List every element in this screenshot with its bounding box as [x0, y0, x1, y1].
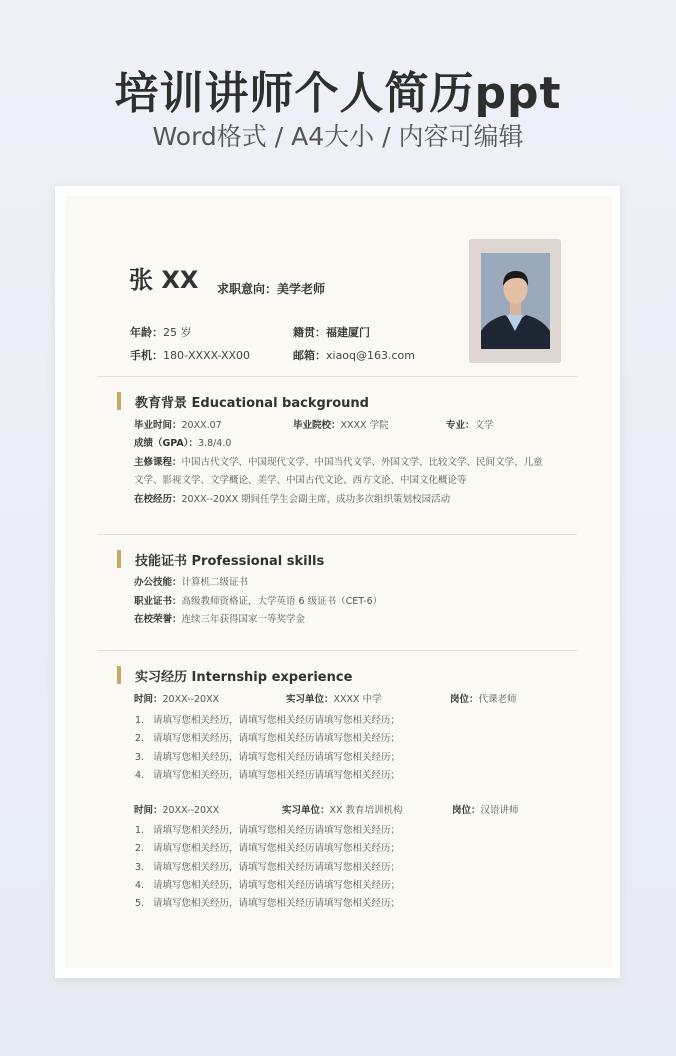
profile-photo [481, 253, 550, 349]
list-number: 4. [135, 880, 145, 891]
job-time-label: 时间： [134, 805, 163, 816]
job-unit-value: XXXX 中学 [333, 694, 382, 705]
job-post-label: 岗位： [450, 694, 479, 705]
education-title: 教育背景 Educational background [135, 396, 369, 411]
skill-cert-value: 高级教师资格证，大学英语 6 级证书（CET-6） [181, 596, 383, 607]
edu-gpa-label: 成绩（GPA）： [134, 438, 198, 449]
edu-courses-line1: 中国古代文学、中国现代文学、中国当代文学、外国文学、比较文学、民间文学、儿童 [181, 457, 543, 468]
edu-gpa-value: 3.8/4.0 [198, 438, 232, 449]
edu-major-label: 专业： [446, 420, 475, 431]
list-number: 2. [135, 843, 145, 854]
phone-field [130, 347, 250, 363]
list-item [135, 749, 400, 763]
job-time-value: 20XX--20XX [162, 694, 220, 705]
edu-school-value: XXXX 学院 [340, 420, 389, 431]
edu-time-value: 20XX.07 [181, 420, 222, 431]
job1-time [134, 693, 219, 707]
edu-gpa [134, 437, 231, 451]
job-post-value: 代课老师 [478, 694, 517, 705]
skill-honor [134, 613, 305, 627]
skill-office [134, 576, 248, 590]
job-intent-value: 美学老师 [277, 282, 326, 296]
edu-courses-label: 主修课程： [134, 457, 182, 468]
section-accent-bar [117, 392, 121, 410]
list-text: 请填写您相关经历，请填写您相关经历请填写您相关经历； [153, 770, 401, 781]
skill-office-value: 计算机二级证书 [181, 577, 249, 588]
skills-title: 技能证书 Professional skills [135, 554, 325, 569]
origin-value: 福建厦门 [326, 326, 370, 339]
job-time-label: 时间： [134, 694, 163, 705]
job-intent [217, 280, 325, 297]
age-label: 年龄： [130, 326, 163, 339]
edu-time-label: 毕业时间： [134, 420, 182, 431]
edu-campus-value: 20XX--20XX 期间任学生会副主席，成功多次组织策划校园活动 [181, 494, 451, 505]
internship-title: 实习经历 Internship experience [135, 670, 353, 685]
email-value: xiaoq@163.com [326, 349, 416, 362]
list-text: 请填写您相关经历，请填写您相关经历请填写您相关经历； [153, 862, 401, 873]
job-unit-value: XX 教育培训机构 [329, 805, 403, 816]
edu-campus [134, 493, 450, 507]
resume-sheet [55, 186, 620, 978]
list-item [135, 712, 400, 726]
email-field [293, 347, 415, 363]
origin-label: 籍贯： [293, 326, 326, 339]
list-item [135, 730, 400, 744]
list-number: 4. [135, 770, 145, 781]
list-text: 请填写您相关经历，请填写您相关经历请填写您相关经历； [153, 880, 401, 891]
origin-field [293, 324, 370, 340]
section-accent-bar [117, 550, 121, 568]
edu-school [293, 419, 389, 433]
job2-post [452, 804, 519, 818]
list-number: 3. [135, 752, 145, 763]
job-post-label: 岗位： [452, 805, 481, 816]
edu-major-value: 文学 [474, 420, 494, 431]
edu-school-label: 毕业院校： [293, 420, 341, 431]
list-text: 请填写您相关经历，请填写您相关经历请填写您相关经历； [153, 733, 401, 744]
list-number: 1. [135, 825, 145, 836]
list-text: 请填写您相关经历，请填写您相关经历请填写您相关经历； [153, 715, 401, 726]
list-number: 3. [135, 862, 145, 873]
list-item [135, 895, 400, 909]
edu-courses [134, 456, 543, 470]
job-unit-label: 实习单位： [286, 694, 334, 705]
list-text: 请填写您相关经历，请填写您相关经历请填写您相关经历； [153, 898, 401, 909]
list-number: 1. [135, 715, 145, 726]
job2-time [134, 804, 219, 818]
skill-honor-label: 在校荣誉： [134, 614, 182, 625]
page-subtitle: Word格式 / A4大小 / 内容可编辑 [152, 122, 524, 151]
section-divider [97, 650, 577, 651]
email-label: 邮箱： [293, 349, 326, 362]
skill-cert [134, 595, 382, 609]
edu-courses-cont: 文学、影视文学、文学概论、美学、中国古代文论、西方文论、中国文化概论等 [134, 475, 467, 486]
section-divider [97, 534, 577, 535]
candidate-name: 张 XX [129, 266, 199, 294]
list-item [135, 877, 400, 891]
resume-paper [65, 196, 612, 968]
list-text: 请填写您相关经历，请填写您相关经历请填写您相关经历； [153, 752, 401, 763]
list-item [135, 859, 400, 873]
age-field [130, 324, 192, 340]
job-unit-label: 实习单位： [282, 805, 330, 816]
job1-post [450, 693, 517, 707]
job1-unit [286, 693, 382, 707]
section-divider [97, 376, 577, 377]
list-number: 2. [135, 733, 145, 744]
phone-value: 180-XXXX-XX00 [163, 349, 251, 362]
skill-office-label: 办公技能： [134, 577, 182, 588]
list-item [135, 840, 400, 854]
job2-unit [282, 804, 403, 818]
page-title: 培训讲师个人简历ppt [114, 68, 562, 119]
list-number: 5. [135, 898, 145, 909]
skill-cert-label: 职业证书： [134, 596, 182, 607]
phone-label: 手机： [130, 349, 163, 362]
skill-honor-value: 连续三年获得国家一等奖学金 [181, 614, 306, 625]
edu-campus-label: 在校经历： [134, 494, 182, 505]
list-text: 请填写您相关经历，请填写您相关经历请填写您相关经历； [153, 843, 401, 854]
person-portrait-icon [481, 253, 550, 349]
job-post-value: 汉语讲师 [480, 805, 519, 816]
edu-major [446, 419, 494, 433]
list-text: 请填写您相关经历，请填写您相关经历请填写您相关经历； [153, 825, 401, 836]
list-item [135, 822, 400, 836]
section-accent-bar [117, 666, 121, 684]
age-value: 25 岁 [163, 326, 192, 339]
job-time-value: 20XX--20XX [162, 805, 220, 816]
edu-time [134, 419, 222, 433]
photo-frame [469, 239, 561, 363]
list-item [135, 767, 400, 781]
job-intent-label: 求职意向： [217, 282, 278, 296]
